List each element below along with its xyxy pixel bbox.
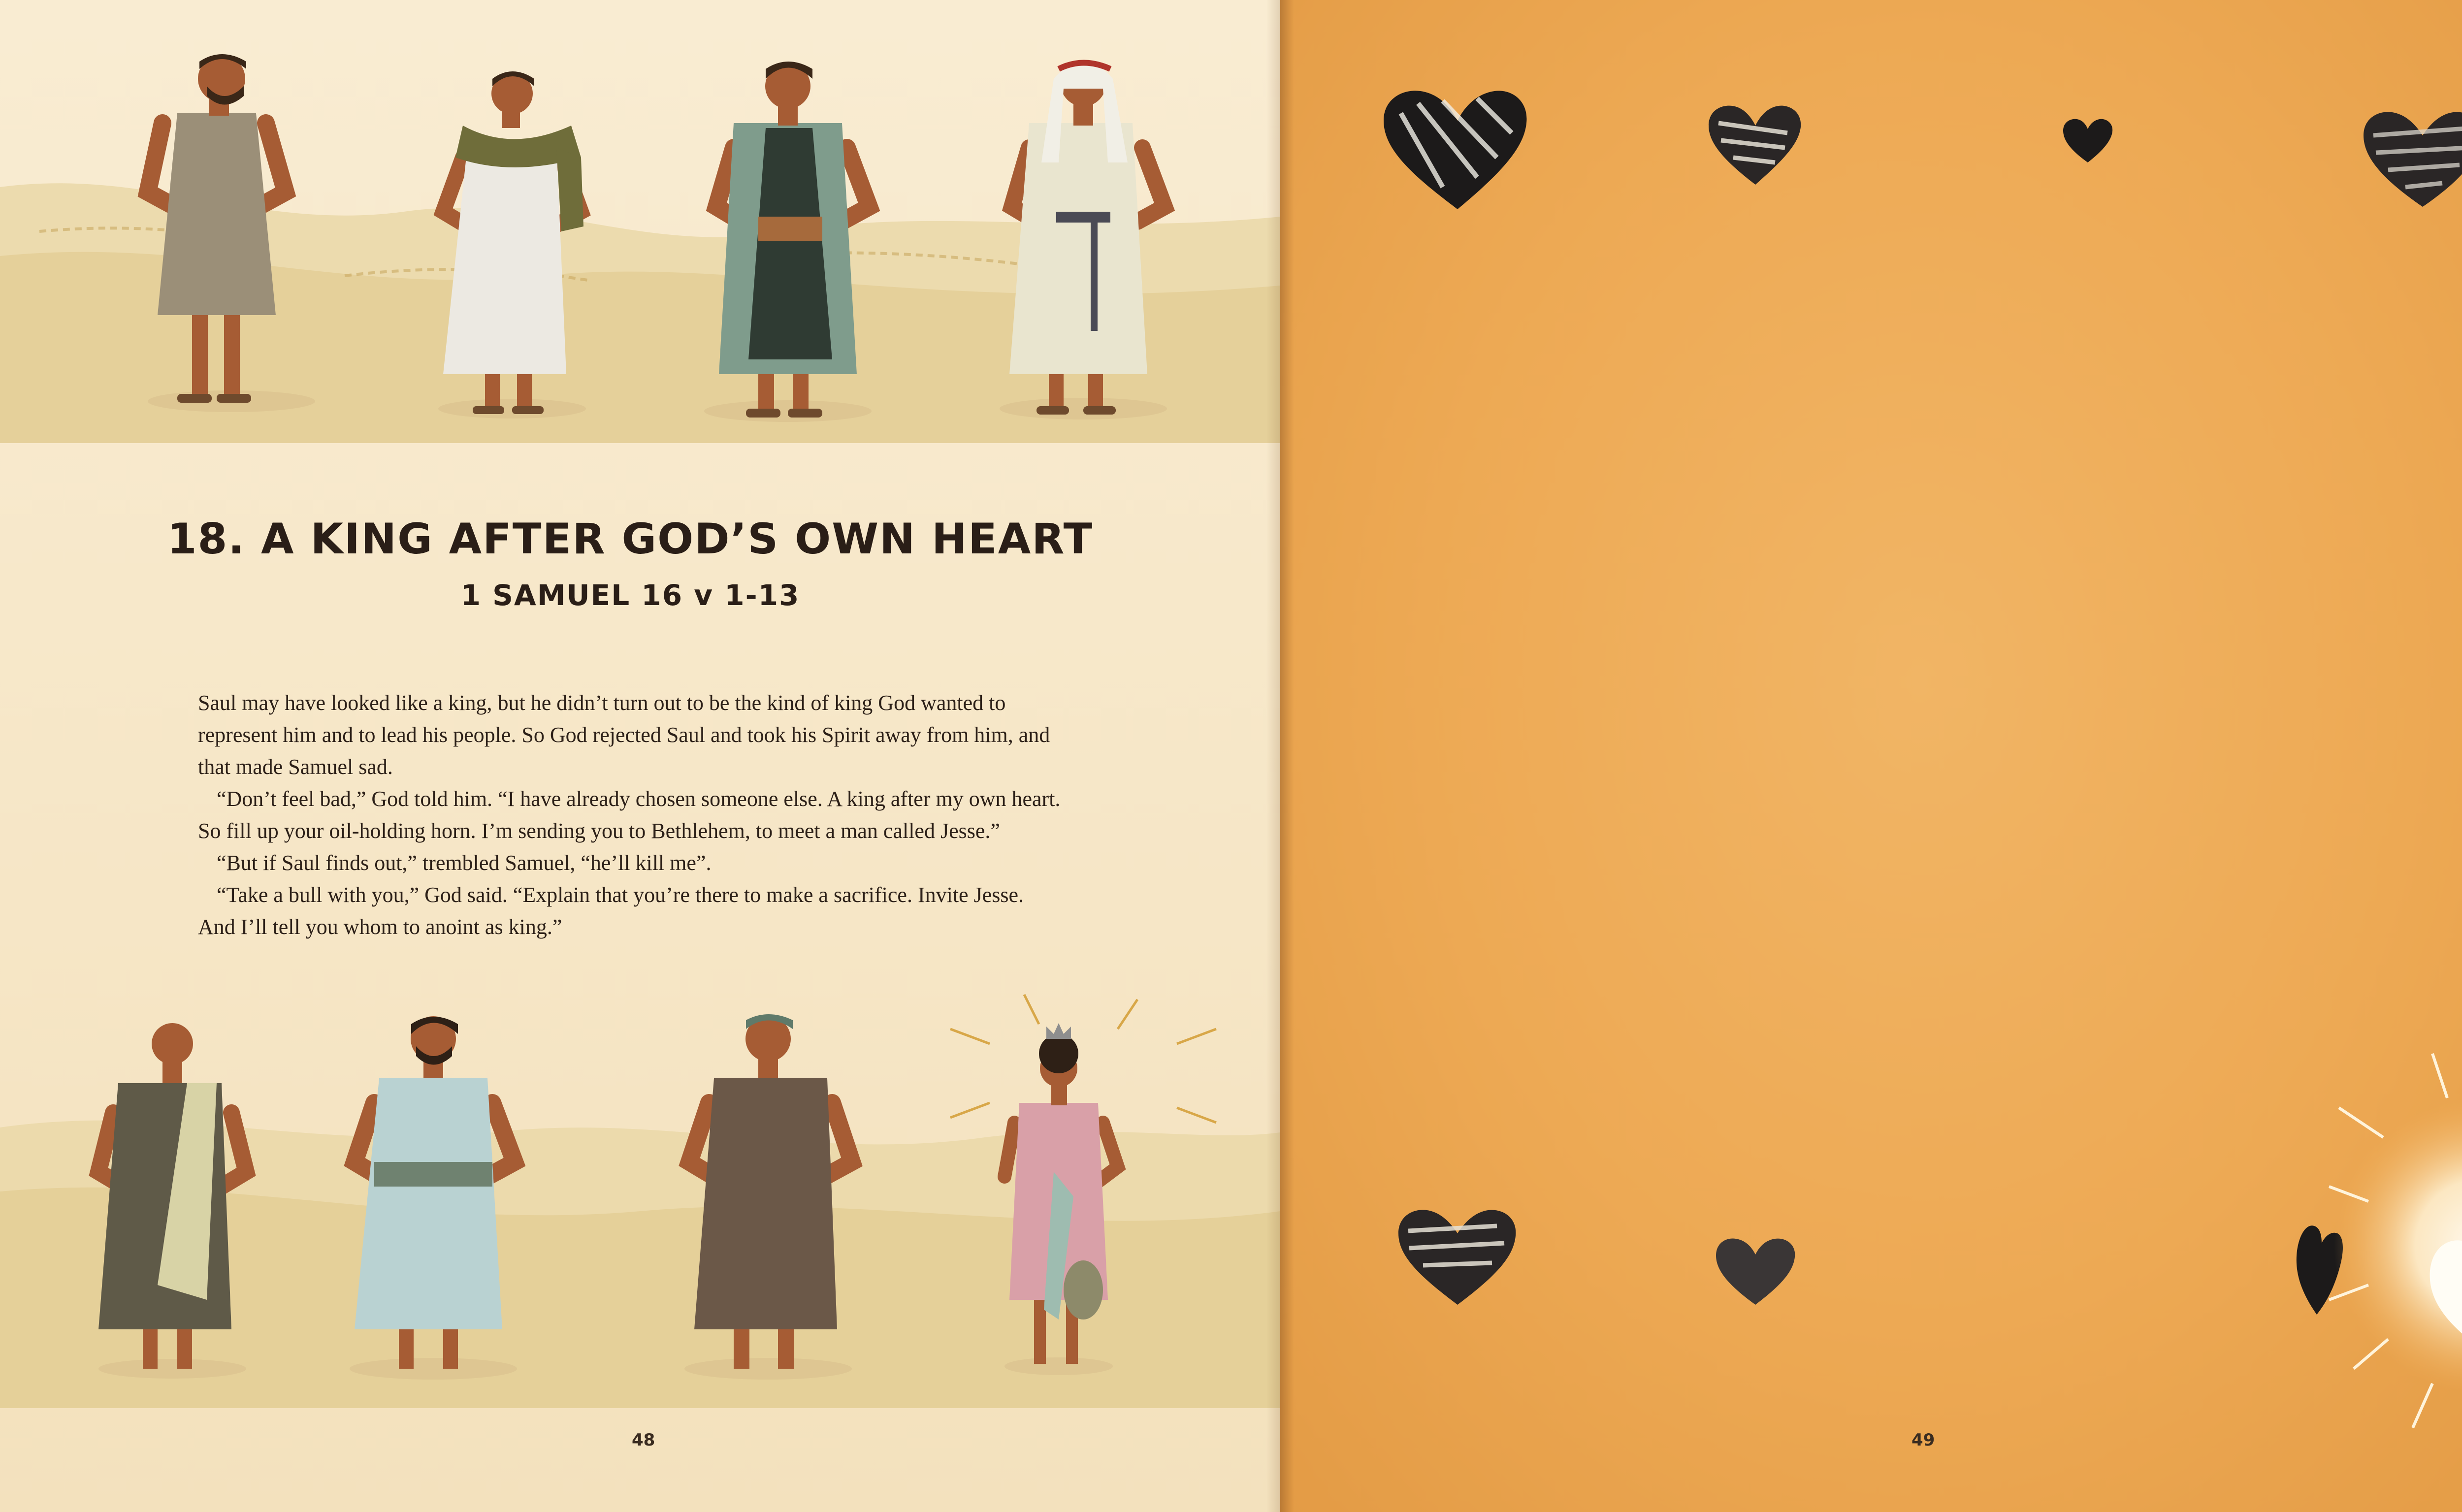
dark-heart-icon <box>1709 106 1801 185</box>
page-number: 48 <box>632 1430 655 1450</box>
bottom-hearts-illustration <box>1280 1024 2462 1467</box>
man-figure <box>350 1016 517 1380</box>
crown-icon <box>1046 1023 1071 1039</box>
book-gutter-shadow <box>1266 0 1280 1512</box>
page-number: 49 <box>1911 1430 1935 1450</box>
book-gutter-shadow <box>1280 0 1294 1512</box>
man-figure <box>704 62 872 422</box>
dark-heart-icon <box>1716 1239 1795 1305</box>
dark-heart-icon <box>1398 1210 1516 1305</box>
paragraph: “Don’t feel bad,” God told him. “I have already chosen someone else. A king after my own heart. So fill up your oil-holding horn. I’m sending you to Bethlehem, to meet a man called Jesse.” <box>198 787 1061 843</box>
dark-heart-icon <box>2364 112 2462 207</box>
top-hearts-illustration <box>1280 0 2462 256</box>
paragraph: Saul may have looked like a king, but he didn’t turn out to be the kind of king God wanted to represent him and to lead his people. So God rejected Saul and took his Spirit away from him, and that made Samuel sad. <box>198 691 1050 779</box>
dark-heart-icon <box>2063 119 2112 162</box>
bottom-men-illustration <box>0 965 1280 1408</box>
man-figure <box>684 1014 852 1380</box>
paragraph: “But if Saul finds out,” trembled Samuel, “he’ll kill me”. <box>217 851 712 875</box>
right-page <box>1280 0 2462 1512</box>
left-page-body <box>198 687 1065 943</box>
dark-heart-icon <box>1384 91 1526 209</box>
scripture-reference: 1 SAMUEL 16 v 1-13 <box>460 579 800 612</box>
paragraph: “Take a bull with you,” God said. “Explain that you’re there to make a sacrifice. Invite Jesse. And I’ll tell you whom to anoint as king.” <box>198 883 1024 939</box>
top-men-illustration <box>0 0 1280 443</box>
chapter-title: 18. A KING AFTER GOD’S OWN HEART <box>167 515 1094 564</box>
man-figure <box>98 1023 246 1379</box>
